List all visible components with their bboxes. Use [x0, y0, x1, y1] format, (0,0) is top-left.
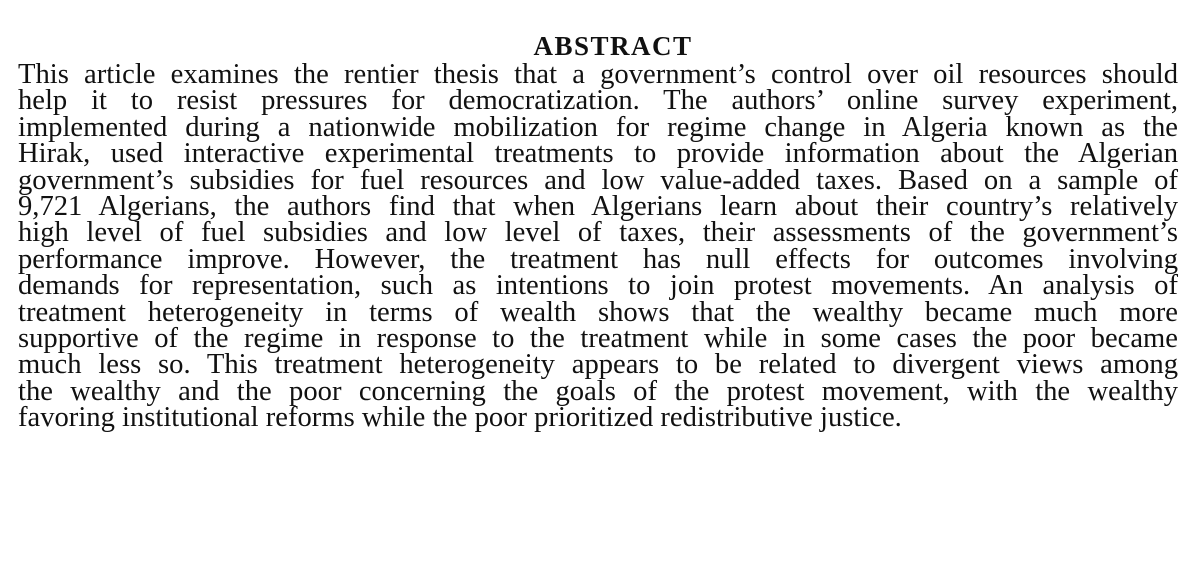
abstract-line: This article examines the rentier thesis that a government’s control over oil resources should — [18, 59, 1178, 90]
abstract-line: the wealthy and the poor concerning the goals of the protest movement, with the wealthy — [18, 375, 1178, 407]
abstract-heading: ABSTRACT — [533, 31, 693, 61]
abstract-line: much less so. This treatment heterogeneity appears to be related to divergent views among — [18, 349, 1178, 381]
abstract-line: treatment heterogeneity in terms of wealth shows that the wealthy became much more — [18, 296, 1178, 328]
abstract-line: favoring institutional reforms while the poor prioritized redistributive justice. — [18, 402, 902, 434]
abstract-line: demands for representation, such as intentions to join protest movements. An analysis of — [18, 270, 1178, 302]
abstract-line: supportive of the regime in response to the treatment while in some cases the poor became — [18, 323, 1178, 355]
abstract-section — [18, 30, 1178, 432]
abstract-line: high level of fuel subsidies and low level of taxes, their assessments of the government’s — [18, 217, 1178, 249]
abstract-line: government’s subsidies for fuel resources and low value-added taxes. Based on a sample of — [18, 164, 1178, 196]
abstract-line: 9,721 Algerians, the authors find that when Algerians learn about their country’s relatively — [18, 191, 1178, 223]
abstract-line: help it to resist pressures for democratization. The authors’ online survey experiment, — [18, 85, 1178, 117]
abstract-line: Hirak, used interactive experimental treatments to provide information about the Algerian — [18, 138, 1178, 170]
abstract-line: performance improve. However, the treatment has null effects for outcomes involving — [18, 243, 1178, 275]
abstract-body — [18, 59, 1178, 434]
abstract-line: implemented during a nationwide mobilization for regime change in Algeria known as the — [18, 111, 1178, 143]
